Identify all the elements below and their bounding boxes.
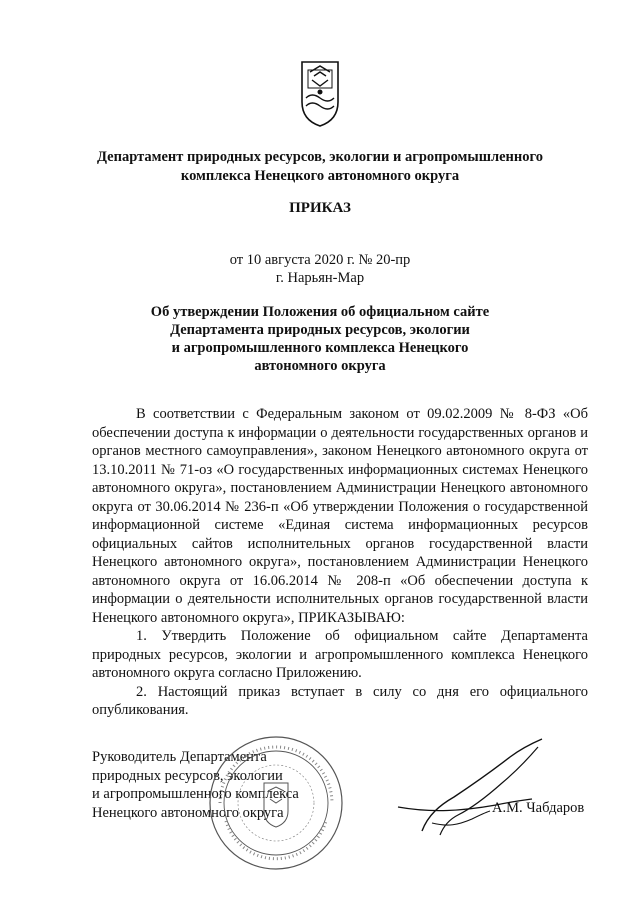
position-line-3: и агропромышленного комплекса	[92, 786, 299, 802]
coat-of-arms-icon	[298, 58, 342, 128]
subject-line-4: автономного округа	[254, 358, 386, 374]
order-subject	[120, 303, 520, 375]
subject-line-3: и агропромышленного комплекса Ненецкого	[171, 340, 469, 356]
official-seal-icon	[206, 733, 346, 873]
order-date-number: от 10 августа 2020 г. № 20-пр	[229, 252, 411, 268]
order-meta	[0, 251, 640, 287]
order-item-2: 2. Настоящий приказ вступает в силу со дня его официального опубликования.	[92, 683, 588, 718]
signatory-name: А.М. Чабдаров	[492, 800, 585, 816]
position-line-1: Руководитель Департамента	[92, 749, 267, 765]
position-line-2: природных ресурсов, экологии	[92, 767, 283, 784]
document-title: ПРИКАЗ	[289, 200, 351, 216]
department-line-2: комплекса Ненецкого автономного округа	[180, 168, 460, 184]
subject-line-1: Об утверждении Положения об официальном сайте	[150, 304, 490, 320]
order-item-1: 1. Утвердить Положение об официальном сайте Департамента природных ресурсов, экологии и агропромышленного комплекса Ненецкого автономного округа согласно Приложению.	[92, 628, 588, 681]
order-place: г. Нарьян-Мар	[275, 270, 365, 286]
handwritten-signature-icon	[392, 735, 557, 845]
position-line-4: Ненецкого автономного округа	[92, 804, 284, 821]
subject-line-2: Департамента природных ресурсов, экологии	[170, 322, 470, 338]
preamble-paragraph: В соответствии с Федеральным законом от 09.02.2009 № 8-ФЗ «Об обеспечении доступа к информации о деятельности государственных органов и органов местного самоуправления», законом Ненецкого автономного округа от 13.10.2011 № 71-оз «О государственных информационных системах Ненецкого автономного округа», постановлением Администрации Ненецкого автономного округа от 30.06.2014 № 236-п «Об утверждении Положения о государственной информационной системе «Единая система информационных ресурсов официальных сайтов исполнительных органов государственной власти Ненецкого автономного округа», постановлением Администрации Ненецкого автономного округа от 16.06.2014 № 208-п «Об обеспечении доступа к информации о деятельности исполнительных органов государственной власти Ненецкого автономного округа», ПРИКАЗЫВАЮ:	[92, 406, 588, 626]
department-line-1: Департамент природных ресурсов, экологии и агропромышленного	[97, 149, 543, 165]
department-header	[60, 148, 580, 186]
order-body	[92, 405, 588, 720]
